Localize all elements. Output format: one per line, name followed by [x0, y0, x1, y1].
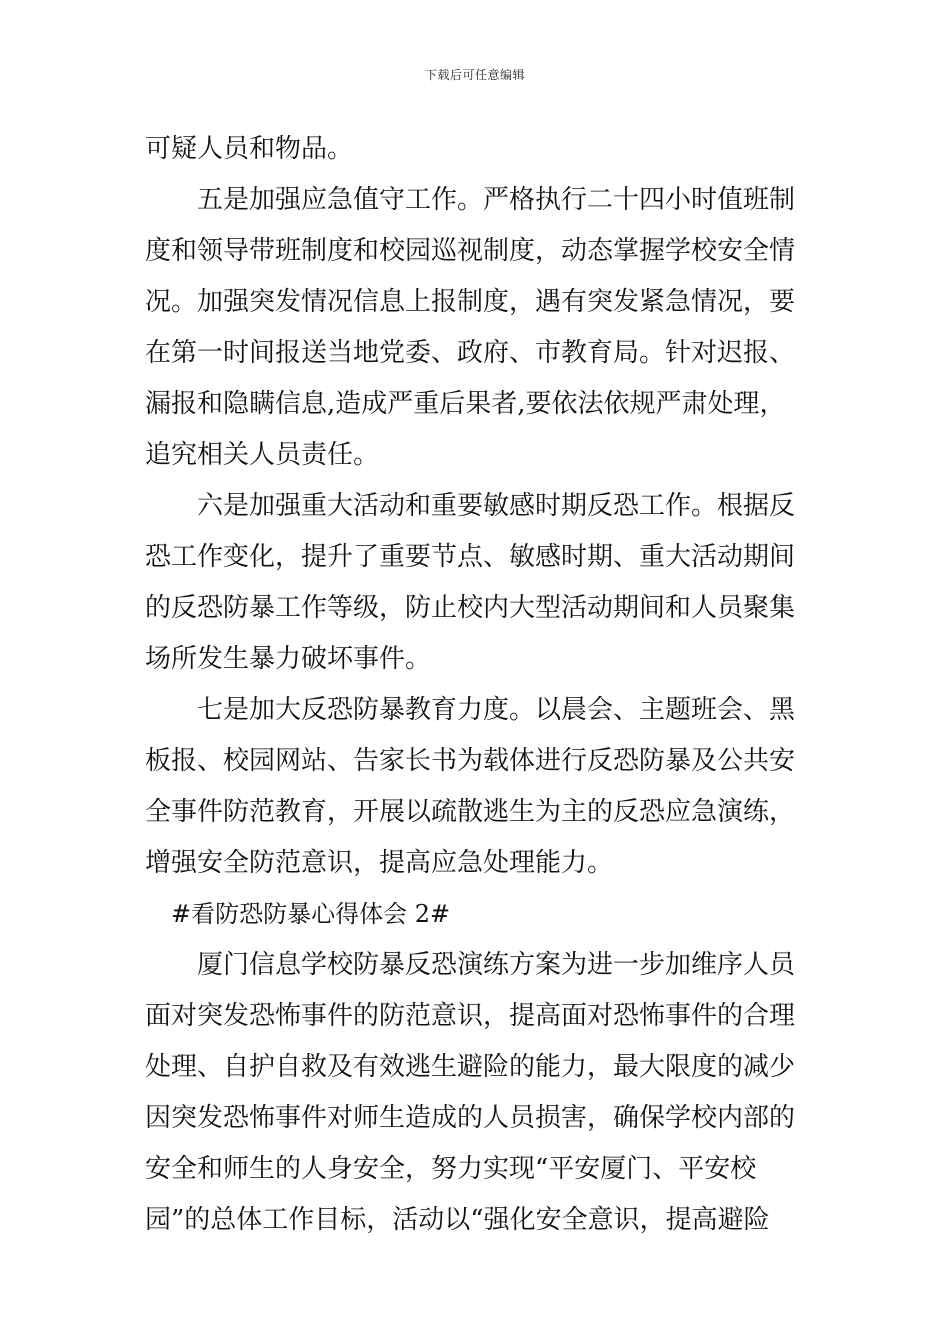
text-line: 场所发生暴力破坏事件。 — [145, 644, 432, 674]
text-line: 面对突发恐怖事件的防范意识，提高面对恐怖事件的合理 — [145, 1001, 796, 1031]
text-line: 厦门信息学校防暴反恐演练方案为进一步加维序人员 — [197, 950, 796, 980]
section-heading: #看防恐防暴心得体会 2# — [171, 900, 451, 928]
text-line: 漏报和隐瞒信息,造成严重后果者,要依法依规严肃处理， — [145, 389, 786, 419]
text-line: 增强安全防范意识，提高应急处理能力。 — [145, 848, 614, 878]
page-header-note: 下载后可任意编辑 — [424, 68, 525, 82]
text-line: 六是加强重大活动和重要敏感时期反恐工作。根据反 — [197, 491, 796, 521]
text-line: 七是加大反恐防暴教育力度。以晨会、主题班会、黑 — [197, 695, 796, 725]
text-line: 五是加强应急值守工作。严格执行二十四小时值班制 — [197, 185, 796, 215]
text-line: 度和领导带班制度和校园巡视制度，动态掌握学校安全情 — [145, 236, 796, 266]
text-line: 追究相关人员责任。 — [145, 440, 380, 470]
text-line: 的反恐防暴工作等级，防止校内大型活动期间和人员聚集 — [145, 593, 796, 623]
text-line: 处理、自护自救及有效逃生避险的能力，最大限度的减少 — [145, 1052, 796, 1082]
text-line: 可疑人员和物品。 — [145, 134, 354, 164]
text-line: 恐工作变化，提升了重要节点、敏感时期、重大活动期间 — [145, 542, 796, 572]
text-line: 园”的总体工作目标，活动以“强化安全意识，提高避险 — [145, 1205, 770, 1235]
text-line: 因突发恐怖事件对师生造成的人员损害，确保学校内部的 — [145, 1103, 796, 1133]
text-line: 安全和师生的人身安全，努力实现“平安厦门、平安校 — [145, 1154, 757, 1184]
text-line: 在第一时间报送当地党委、政府、市教育局。针对迟报、 — [145, 338, 796, 368]
text-line: 板报、校园网站、告家长书为载体进行反恐防暴及公共安 — [145, 746, 796, 776]
text-line: 况。加强突发情况信息上报制度，遇有突发紧急情况，要 — [145, 287, 796, 317]
document-body — [145, 124, 813, 1246]
text-line: 全事件防范教育，开展以疏散逃生为主的反恐应急演练， — [145, 797, 796, 827]
